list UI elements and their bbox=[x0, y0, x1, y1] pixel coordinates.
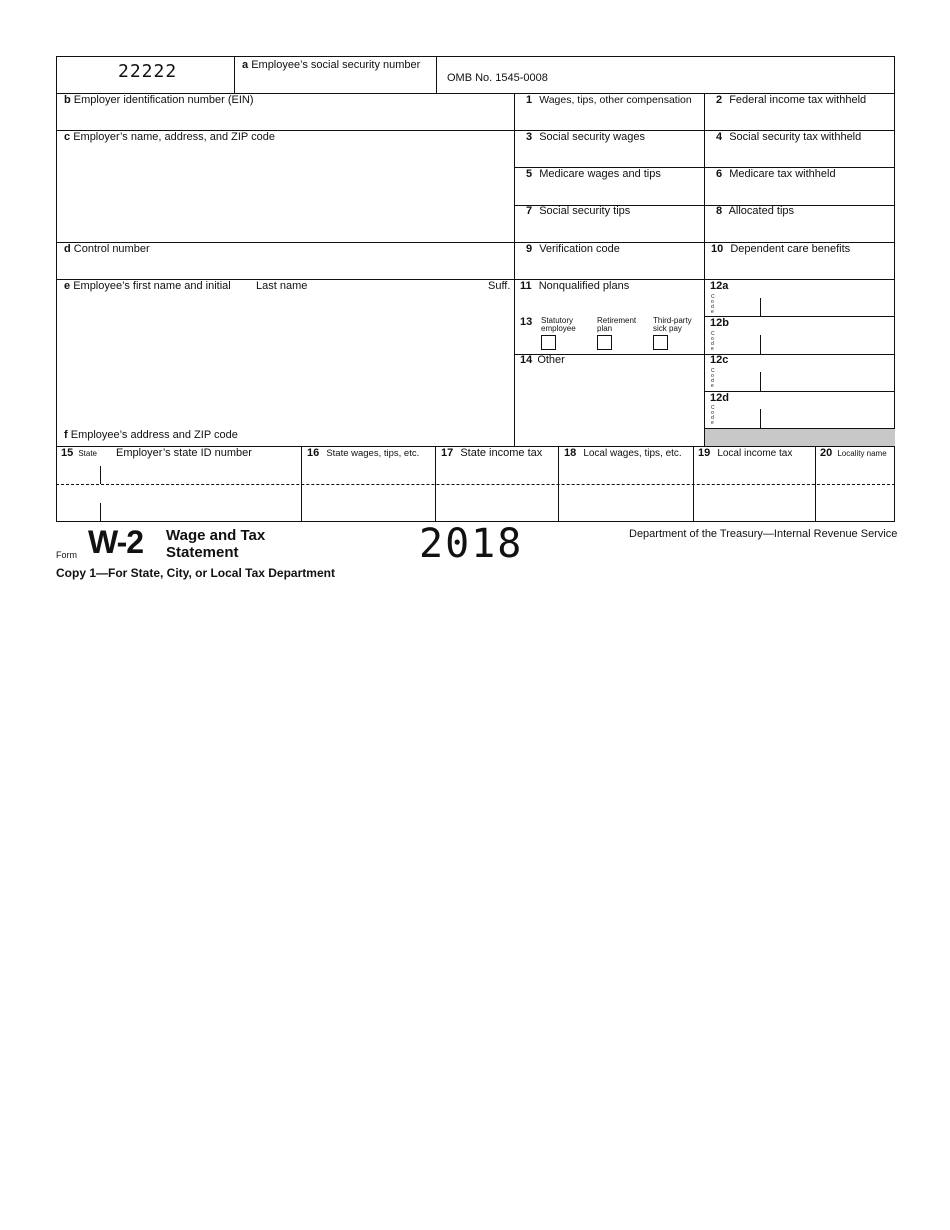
box-16-label[interactable] bbox=[307, 447, 419, 460]
box-label: Federal income tax withheld bbox=[729, 94, 867, 106]
box-20-label[interactable] bbox=[820, 447, 887, 460]
box-number: 15 bbox=[61, 447, 74, 459]
form-code: 22222 bbox=[118, 61, 178, 82]
shaded-cell bbox=[705, 429, 895, 446]
rule bbox=[100, 503, 101, 522]
field-a-label[interactable] bbox=[242, 59, 420, 72]
form-word: Form bbox=[56, 550, 77, 560]
omb-number: OMB No. 1545-0008 bbox=[447, 72, 548, 84]
code-letter: d bbox=[711, 378, 714, 384]
box-number: 2 bbox=[716, 94, 723, 106]
box-number: 16 bbox=[307, 447, 320, 459]
box-number: 5 bbox=[526, 168, 533, 180]
box-8-label[interactable] bbox=[716, 205, 794, 218]
box-number: 14 bbox=[520, 354, 533, 366]
rule bbox=[760, 409, 761, 428]
rule bbox=[760, 335, 761, 354]
rule bbox=[515, 354, 895, 355]
field-letter: d bbox=[64, 243, 71, 255]
box-label: Allocated tips bbox=[728, 205, 795, 217]
box-number: 1 bbox=[526, 94, 533, 106]
code-letter: C bbox=[711, 331, 715, 337]
box-label: Social security tips bbox=[539, 205, 631, 217]
box-18-label[interactable] bbox=[564, 447, 682, 460]
form-name: W-2 bbox=[88, 524, 144, 560]
box-label: Wages, tips, other compensation bbox=[539, 94, 692, 106]
field-letter: b bbox=[64, 94, 71, 106]
box-number: 9 bbox=[526, 243, 533, 255]
box-number: 18 bbox=[564, 447, 577, 459]
box-label: Medicare tax withheld bbox=[729, 168, 836, 180]
box-12c-label[interactable]: 12c bbox=[710, 354, 729, 366]
box-label: Other bbox=[537, 354, 565, 366]
form-title-line2: Statement bbox=[166, 544, 239, 561]
box-number: 3 bbox=[526, 131, 533, 143]
box-label: Verification code bbox=[539, 243, 620, 255]
box-label: Nonqualified plans bbox=[538, 280, 630, 292]
third-party-sick-pay-checkbox[interactable] bbox=[653, 335, 668, 350]
code-letter: d bbox=[711, 415, 714, 421]
rule bbox=[760, 372, 761, 391]
rule bbox=[301, 446, 302, 522]
code-letter: e bbox=[711, 346, 714, 352]
rule bbox=[100, 466, 101, 484]
box-label: Local wages, tips, etc. bbox=[583, 448, 682, 459]
box-number: 17 bbox=[441, 447, 454, 459]
copy-designation: Copy 1—For State, City, or Local Tax Department bbox=[56, 566, 335, 580]
field-c-label[interactable] bbox=[64, 131, 275, 144]
dashed-rule bbox=[56, 484, 895, 485]
code-letter: e bbox=[711, 309, 714, 315]
field-letter: e bbox=[64, 280, 71, 292]
code-letter: o bbox=[711, 410, 714, 416]
code-letter: d bbox=[711, 304, 714, 310]
field-label: Employee’s address and ZIP code bbox=[70, 429, 238, 441]
field-label: Employee’s social security number bbox=[251, 59, 421, 71]
box-number: 8 bbox=[716, 205, 723, 217]
form-title-line1: Wage and Tax bbox=[166, 527, 266, 544]
box-label: State bbox=[78, 449, 97, 458]
code-letter: C bbox=[711, 405, 715, 411]
field-label: Employer’s name, address, and ZIP code bbox=[73, 131, 275, 143]
box-10-label[interactable] bbox=[711, 243, 850, 256]
rule bbox=[234, 56, 235, 93]
third-party-sick-pay-label bbox=[653, 317, 692, 333]
retirement-plan-checkbox[interactable] bbox=[597, 335, 612, 350]
box-5-label[interactable] bbox=[526, 168, 661, 181]
box-7-label[interactable] bbox=[526, 205, 630, 218]
code-letter: o bbox=[711, 373, 714, 379]
code-letters bbox=[711, 332, 715, 352]
field-label: Employer identification number (EIN) bbox=[73, 94, 254, 106]
label-line: Statutory bbox=[541, 316, 574, 325]
box-12b-label[interactable]: 12b bbox=[710, 317, 729, 329]
rule bbox=[514, 93, 515, 446]
rule bbox=[705, 316, 895, 317]
code-letter: o bbox=[711, 299, 714, 305]
field-e-label[interactable] bbox=[64, 280, 231, 293]
box-label: State income tax bbox=[460, 447, 543, 459]
field-label: Control number bbox=[73, 243, 150, 255]
rule bbox=[693, 446, 694, 522]
code-letter: e bbox=[711, 420, 714, 426]
code-letter: C bbox=[711, 294, 715, 300]
rule bbox=[705, 391, 895, 392]
code-letter: o bbox=[711, 336, 714, 342]
rule bbox=[815, 446, 816, 522]
code-letter: e bbox=[711, 383, 714, 389]
box-label: Medicare wages and tips bbox=[539, 168, 661, 180]
tax-year: 2018 bbox=[419, 521, 524, 567]
box-number: 6 bbox=[716, 168, 723, 180]
box-15-state-id-label: Employer’s state ID number bbox=[116, 447, 252, 459]
box-4-label[interactable] bbox=[716, 131, 861, 144]
field-b-label[interactable] bbox=[64, 94, 254, 107]
label-line: plan bbox=[597, 324, 613, 333]
box-9-label[interactable] bbox=[526, 243, 620, 256]
box-label: State wages, tips, etc. bbox=[326, 448, 420, 459]
box-12d-label[interactable]: 12d bbox=[710, 392, 729, 404]
box-label: Dependent care benefits bbox=[730, 243, 851, 255]
statutory-employee-checkbox[interactable] bbox=[541, 335, 556, 350]
box-6-label[interactable] bbox=[716, 168, 836, 181]
box-label: Social security wages bbox=[539, 131, 645, 143]
label-line: Retirement bbox=[597, 316, 637, 325]
field-f-label[interactable] bbox=[64, 429, 238, 442]
label-line: employee bbox=[541, 324, 576, 333]
box-1-label[interactable] bbox=[526, 94, 692, 107]
box-17-label[interactable] bbox=[441, 447, 542, 460]
rule bbox=[435, 446, 436, 522]
field-d-label[interactable] bbox=[64, 243, 150, 256]
box-number: 11 bbox=[520, 280, 532, 292]
box-number: 7 bbox=[526, 205, 533, 217]
box-2-label[interactable] bbox=[716, 94, 866, 107]
label-line: sick pay bbox=[653, 324, 682, 333]
field-label: Employee’s first name and initial bbox=[73, 280, 231, 292]
rule bbox=[760, 298, 761, 316]
field-letter: c bbox=[64, 131, 71, 143]
field-letter: f bbox=[64, 429, 68, 441]
box-label: Social security tax withheld bbox=[729, 131, 862, 143]
rule bbox=[558, 446, 559, 522]
code-letters bbox=[711, 295, 715, 315]
box-15-label[interactable] bbox=[61, 447, 97, 460]
box-19-label[interactable] bbox=[698, 447, 792, 460]
code-letters bbox=[711, 406, 715, 426]
field-e-last-name: Last name bbox=[256, 280, 308, 292]
field-e-suffix: Suff. bbox=[488, 280, 511, 292]
box-number: 4 bbox=[716, 131, 723, 143]
code-letter: d bbox=[711, 341, 714, 347]
box-number: 20 bbox=[820, 447, 833, 459]
field-letter: a bbox=[242, 59, 249, 71]
code-letter: C bbox=[711, 368, 715, 374]
box-3-label[interactable] bbox=[526, 131, 645, 144]
box-11-label[interactable] bbox=[520, 280, 629, 293]
rule bbox=[704, 93, 705, 446]
box-14-label[interactable] bbox=[520, 354, 565, 367]
rule bbox=[436, 56, 437, 93]
box-number: 19 bbox=[698, 447, 711, 459]
label-line: Third-party bbox=[653, 316, 692, 325]
agency-name: Department of the Treasury—Internal Revenue Service bbox=[629, 528, 898, 540]
box-number: 10 bbox=[711, 243, 724, 255]
box-12a-label[interactable]: 12a bbox=[710, 280, 729, 292]
code-letters bbox=[711, 369, 715, 389]
retirement-plan-label bbox=[597, 317, 636, 333]
statutory-employee-label bbox=[541, 317, 576, 333]
box-label: Locality name bbox=[837, 449, 887, 458]
box-13-number: 13 bbox=[520, 316, 533, 328]
box-label: Local income tax bbox=[717, 448, 793, 459]
